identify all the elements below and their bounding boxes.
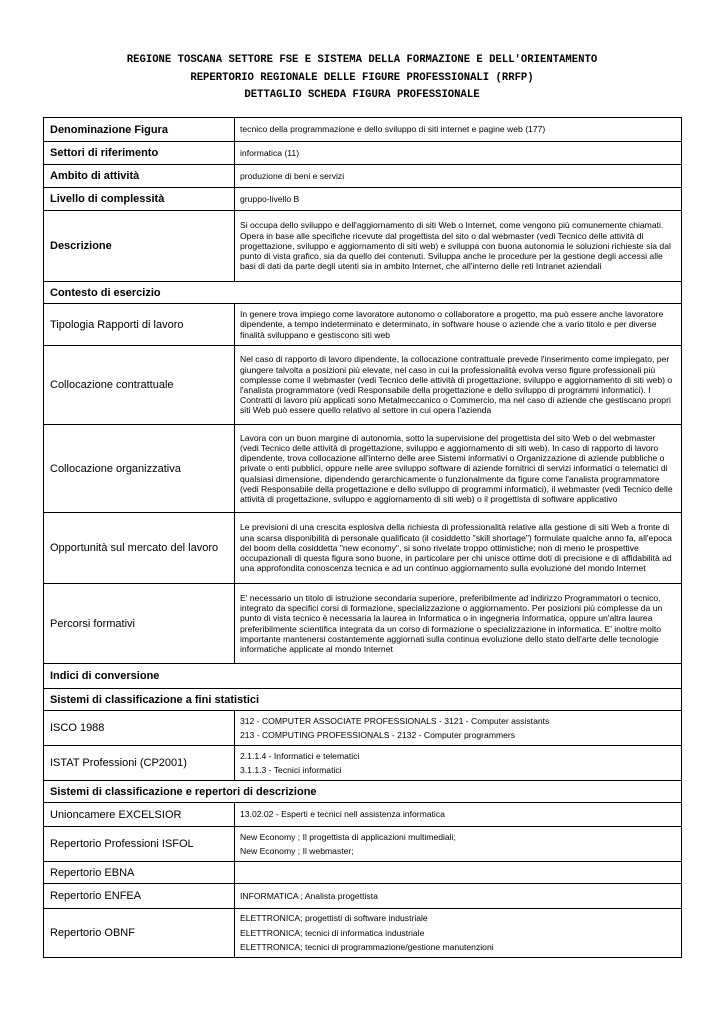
- value-istat: [235, 746, 682, 781]
- value-ambito: produzione di beni e servizi: [235, 165, 682, 188]
- row-contrattuale: [44, 346, 682, 425]
- value-enfea: [235, 884, 682, 909]
- section-title-statistici: Sistemi di classificazione a fini statistici: [44, 689, 682, 711]
- value-percorsi: E' necessario un titolo di istruzione secondaria superiore, preferibilmente ad indirizzo Programmatori o tecnico, integrato da specifici corsi di formazione, specializzazione o aggiornamento. Per posizioni più complesse da un punto di vista tecnico è necessaria la laurea in Informatica o in ingegneria Informatica, oppure un'altra laurea preferibilmente scientifica integrata da un corso di formazione o specializzazione in informatica. E' inoltre molto importante mantenersi costantemente aggiornati sulla continua evoluzione dello stato dell'arte delle tecnologie informatiche applicate al mondo Internet: [235, 584, 682, 664]
- value-isfol: [235, 827, 682, 862]
- label-isfol: Repertorio Professioni ISFOL: [44, 827, 235, 862]
- row-tipologia: [44, 304, 682, 346]
- value-settori: informatica (11): [235, 142, 682, 165]
- label-opportunita: Opportunità sul mercato del lavoro: [44, 513, 235, 584]
- value-isco: [235, 711, 682, 746]
- obnf-line-3: ELETTRONICA; tecnici di programmazione/gestione manutenzioni: [240, 942, 494, 952]
- row-enfea: [44, 884, 682, 909]
- value-tipologia: In genere trova impiego come lavoratore autonomo o collaboratore a progetto, ma può essere anche lavoratore dipendente, a tempo indeterminato e determinato, in software house o aziende che a vario titolo e per diverse finalità sviluppano e gestiscono siti web: [235, 304, 682, 346]
- section-statistici: [44, 689, 682, 711]
- value-contrattuale: Nel caso di rapporto di lavoro dipendente, la collocazione contrattuale prevede l'inserimento come impiegato, per giungere talvolta a posizioni più elevate, nel caso in cui la professionalità evolva verso figure professionali più complesse come il webmaster (vedi Tecnico delle attività di progettazione, sviluppo e aggiornamento di siti web) o l'analista programmatore (vedi Responsabile della progettazione e dello sviluppo di programmi informatici). I Contratti di lavoro più applicati sono Metalmeccanico o Commercio, ma nel caso di aziende che gestiscano propri siti Web può essere quello relativo al settore in cui opera l'azienda: [235, 346, 682, 425]
- section-title-indici: Indici di conversione: [44, 664, 682, 689]
- value-livello: gruppo-livello B: [235, 188, 682, 211]
- section-title-contesto: Contesto di esercizio: [44, 282, 682, 304]
- value-denominazione: tecnico della programmazione e dello sviluppo di siti internet e pagine web (177): [235, 118, 682, 142]
- label-excelsior: Unioncamere EXCELSIOR: [44, 803, 235, 827]
- row-settori: [44, 142, 682, 165]
- isfol-line-1: New Economy ; Il progettista di applicazioni multimediali;: [240, 831, 456, 842]
- label-istat: ISTAT Professioni (CP2001): [44, 746, 235, 781]
- obnf-line-1: ELETTRONICA; progettisti di software industriale: [240, 913, 428, 923]
- label-enfea: Repertorio ENFEA: [44, 884, 235, 909]
- value-opportunita: Le previsioni di una crescita esplosiva della richiesta di professionalità relative alla gestione di siti Web a fronte di una scarsa disponibilità di personale qualificato (il cosiddetto "skill shortage") formulate qualche anno fa, all'epoca del boom della cosiddetta "new economy", si sono rivelate troppo ottimistiche; non di meno le prospettive occupazionali di questa figura sono buone, in particolare per chi unisce ottime doti di precisione e di affidabilità ad una approfondita conoscenza tecnica e ad un continuo aggiornamento sulla evoluzione del mondo Internet: [235, 513, 682, 584]
- label-ambito: Ambito di attività: [44, 165, 235, 188]
- isfol-line-2: New Economy ; Il webmaster;: [240, 846, 354, 856]
- row-organizzativa: [44, 425, 682, 513]
- row-ebna: [44, 862, 682, 884]
- value-descrizione: Si occupa dello sviluppo e dell'aggiornamento di siti Web o Internet, come vengono più comunemente chiamati. Opera in base alle specifiche ricevute dal progettista del sito o dal webmaster (vedi Tecnico delle attività di progettazione, sviluppo e aggiornamento di siti web) e sviluppa con buona autonomia le soluzioni richieste sia dal punto di vista grafico, sia da quello dei contenuti. Sviluppa anche le procedure per la gestione degli accessi alle basi di dati da parte degli utenti sia in ambito Internet, che all'interno delle reti Intranet aziendali: [235, 211, 682, 282]
- value-excelsior: [235, 803, 682, 827]
- row-isco: [44, 711, 682, 746]
- label-settori: Settori di riferimento: [44, 142, 235, 165]
- header-line-3: DETTAGLIO SCHEDA FIGURA PROFESSIONALE: [244, 89, 480, 101]
- row-ambito: [44, 165, 682, 188]
- row-obnf: [44, 909, 682, 958]
- isco-line-1: 312 - COMPUTER ASSOCIATE PROFESSIONALS - 3121 - Computer assistants: [240, 715, 550, 726]
- enfea-line-1: INFORMATICA ; Analista progettista: [240, 890, 378, 901]
- header-line-2: REPERTORIO REGIONALE DELLE FIGURE PROFESSIONALI (RRFP): [190, 71, 534, 84]
- label-descrizione: Descrizione: [44, 211, 235, 282]
- label-tipologia: Tipologia Rapporti di lavoro: [44, 304, 235, 346]
- value-obnf: [235, 909, 682, 958]
- header-line-1: REGIONE TOSCANA SETTORE FSE E SISTEMA DELLA FORMAZIONE E DELL'ORIENTAMENTO: [126, 54, 598, 66]
- label-livello: Livello di complessità: [44, 188, 235, 211]
- row-isfol: [44, 827, 682, 862]
- row-descrizione: [44, 211, 682, 282]
- istat-line-2: 3.1.1.3 - Tecnici informatici: [240, 765, 342, 775]
- value-organizzativa: Lavora con un buon margine di autonomia, sotto la supervisione del progettista del sito Web o del webmaster (vedi Tecnico delle attività di progettazione, sviluppo e aggiornamento di siti web). In caso di rapporto di lavoro dipendente, trova collocazione all'interno delle aree Sistemi informativi o Organizzazione di aziende pubbliche o private o enti pubblici, oppure nelle aree sviluppo software di aziende fornitrici di servizi informatici o telematici di qualsiasi dimensione, dipendendo gerarchicamente o funzionalmente da figure come l'analista programmatore (vedi Responsabile della progettazione e dello sviluppo di programmi informatici), il webmaster (vedi Tecnico delle attività di progettazione, sviluppo e aggiornamento di siti web) o il progettista di software applicativo: [235, 425, 682, 513]
- obnf-line-2: ELETTRONICA; tecnici di informatica industriale: [240, 927, 425, 938]
- scheda-table: [43, 117, 682, 958]
- value-ebna: [235, 862, 682, 884]
- istat-line-1: 2.1.1.4 - Informatici e telematici: [240, 750, 360, 761]
- row-percorsi: [44, 584, 682, 664]
- label-organizzativa: Collocazione organizzativa: [44, 425, 235, 513]
- isco-line-2: 213 - COMPUTING PROFESSIONALS - 2132 - Computer programmers: [240, 730, 516, 740]
- row-livello: [44, 188, 682, 211]
- label-denominazione: Denominazione Figura: [44, 118, 235, 142]
- section-indici: [44, 664, 682, 689]
- row-istat: [44, 746, 682, 781]
- row-denominazione: [44, 118, 682, 142]
- label-obnf: Repertorio OBNF: [44, 909, 235, 958]
- section-repertori: [44, 781, 682, 803]
- document-header: [0, 52, 724, 105]
- row-excelsior: [44, 803, 682, 827]
- excelsior-line-1: 13.02.02 - Esperti e tecnici nell assistenza informatica: [240, 809, 445, 820]
- label-ebna: Repertorio EBNA: [44, 862, 235, 884]
- section-contesto: [44, 282, 682, 304]
- label-contrattuale: Collocazione contrattuale: [44, 346, 235, 425]
- label-isco: ISCO 1988: [44, 711, 235, 746]
- section-title-repertori: Sistemi di classificazione e repertori di descrizione: [44, 781, 682, 803]
- label-percorsi: Percorsi formativi: [44, 584, 235, 664]
- row-opportunita: [44, 513, 682, 584]
